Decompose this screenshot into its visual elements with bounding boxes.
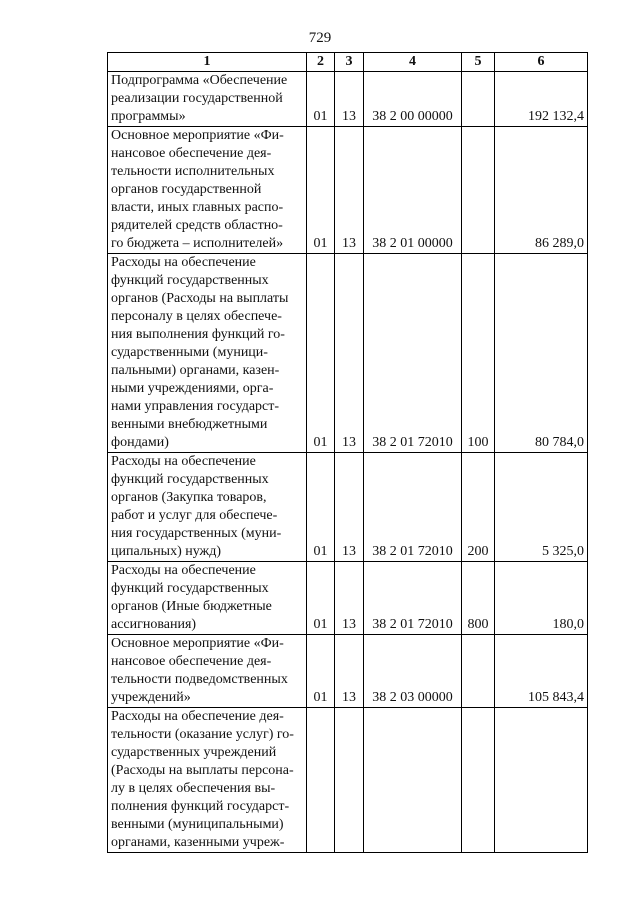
row-amount: 105 843,4 (495, 635, 588, 708)
row-subsection (335, 708, 364, 853)
row-section: 01 (307, 127, 335, 254)
table-header-row (108, 53, 588, 72)
row-expense-type (462, 708, 495, 853)
row-expense-type: 200 (462, 453, 495, 562)
row-subsection: 13 (335, 453, 364, 562)
header-col-4: 4 (364, 53, 462, 72)
row-target-code: 38 2 01 00000 (364, 127, 462, 254)
row-target-code: 38 2 01 72010 (364, 453, 462, 562)
row-subsection: 13 (335, 635, 364, 708)
row-target-code: 38 2 03 00000 (364, 635, 462, 708)
header-col-1: 1 (108, 53, 307, 72)
header-col-2: 2 (307, 53, 335, 72)
row-name: Расходы на обеспечение функций государственных органов (Расходы на выплаты персоналу в целях обеспече- ния выполнения функций го- сударственными (муници- пальными) органами, казен- ными учреждениями, орга- нами управления государст- венными внебюджетными фондами) (108, 254, 307, 453)
row-name: Расходы на обеспечение функций государственных органов (Закупка товаров, работ и услуг для обеспече- ния государственных (муни- ципальных) нужд) (108, 453, 307, 562)
row-expense-type (462, 127, 495, 254)
row-expense-type: 100 (462, 254, 495, 453)
header-col-3: 3 (335, 53, 364, 72)
table-row (108, 708, 588, 853)
row-subsection: 13 (335, 254, 364, 453)
row-target-code: 38 2 01 72010 (364, 562, 462, 635)
table-row (108, 254, 588, 453)
row-amount: 5 325,0 (495, 453, 588, 562)
row-name: Расходы на обеспечение дея- тельности (оказание услуг) го- сударственных учреждений (Расходы на выплаты персона- лу в целях обеспечения вы- полнения функций государст- венными (муниципальными) органами, казенными учреж- (108, 708, 307, 853)
row-section: 01 (307, 254, 335, 453)
row-name: Расходы на обеспечение функций государственных органов (Иные бюджетные ассигнования) (108, 562, 307, 635)
row-amount (495, 708, 588, 853)
row-name: Основное мероприятие «Фи- нансовое обеспечение дея- тельности исполнительных органов государственной власти, иных главных распо- рядителей средств областно- го бюджета – исполнителей» (108, 127, 307, 254)
row-section: 01 (307, 72, 335, 127)
row-amount: 86 289,0 (495, 127, 588, 254)
row-section: 01 (307, 453, 335, 562)
header-col-6: 6 (495, 53, 588, 72)
row-subsection: 13 (335, 72, 364, 127)
row-subsection: 13 (335, 127, 364, 254)
header-col-5: 5 (462, 53, 495, 72)
table-row (108, 72, 588, 127)
row-section: 01 (307, 635, 335, 708)
row-section (307, 708, 335, 853)
row-target-code: 38 2 00 00000 (364, 72, 462, 127)
row-section: 01 (307, 562, 335, 635)
row-amount: 180,0 (495, 562, 588, 635)
row-amount: 80 784,0 (495, 254, 588, 453)
row-expense-type (462, 72, 495, 127)
table-row (108, 453, 588, 562)
table-row (108, 562, 588, 635)
row-target-code: 38 2 01 72010 (364, 254, 462, 453)
row-subsection: 13 (335, 562, 364, 635)
row-expense-type (462, 635, 495, 708)
row-expense-type: 800 (462, 562, 495, 635)
row-name: Основное мероприятие «Фи- нансовое обеспечение дея- тельности подведомственных учреждений» (108, 635, 307, 708)
table-row (108, 635, 588, 708)
row-amount: 192 132,4 (495, 72, 588, 127)
table-row (108, 127, 588, 254)
row-name: Подпрограмма «Обеспечение реализации государственной программы» (108, 72, 307, 127)
budget-table (107, 52, 588, 853)
page-number: 729 (308, 30, 332, 46)
row-target-code (364, 708, 462, 853)
